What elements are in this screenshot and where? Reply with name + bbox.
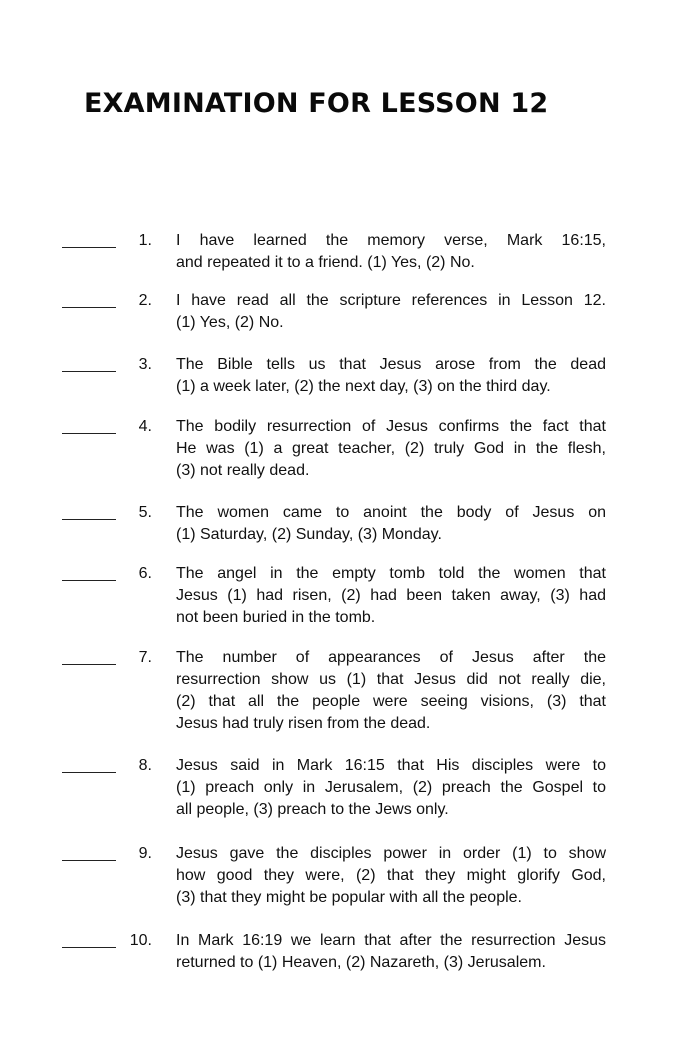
question-line: The women came to anoint the body of Jesus on (176, 504, 606, 521)
question-line: Jesus had truly risen from the dead. (176, 715, 431, 732)
question-text (176, 563, 606, 629)
question-line: The number of appearances of Jesus after the (176, 649, 606, 666)
question-line: In Mark 16:19 we learn that after the resurrection Jesus (176, 932, 606, 949)
question-text (176, 843, 606, 909)
question-line: (3) not really dead. (176, 462, 310, 479)
question-number: 1. (138, 232, 152, 249)
answer-blank[interactable] (62, 247, 116, 248)
question-line: how good they were, (2) that they might glorify God, (176, 867, 606, 884)
question-text (176, 290, 606, 334)
question-number: 7. (138, 649, 152, 666)
answer-blank[interactable] (62, 519, 116, 520)
page-title: EXAMINATION FOR LESSON 12 (84, 88, 549, 119)
question-text (176, 416, 606, 482)
question-line: and repeated it to a friend. (1) Yes, (2) No. (176, 254, 475, 271)
question-text (176, 755, 606, 821)
question-text (176, 354, 606, 398)
question-line: He was (1) a great teacher, (2) truly God in the flesh, (176, 440, 606, 457)
answer-blank[interactable] (62, 772, 116, 773)
question-line: Jesus gave the disciples power in order (1) to show (176, 845, 606, 862)
answer-blank[interactable] (62, 860, 116, 861)
answer-blank[interactable] (62, 664, 116, 665)
question-line: not been buried in the tomb. (176, 609, 376, 626)
question-number: 10. (129, 932, 152, 949)
answer-blank[interactable] (62, 307, 116, 308)
question-text (176, 930, 606, 974)
question-line: Jesus (1) had risen, (2) had been taken away, (3) had (176, 587, 606, 604)
question-line: (1) preach only in Jerusalem, (2) preach the Gospel to (176, 779, 606, 796)
question-number: 5. (138, 504, 152, 521)
question-line: I have learned the memory verse, Mark 16:15, (176, 232, 606, 249)
question-line: returned to (1) Heaven, (2) Nazareth, (3) Jerusalem. (176, 954, 546, 971)
question-line: The angel in the empty tomb told the women that (176, 565, 606, 582)
question-line: The bodily resurrection of Jesus confirms the fact that (176, 418, 606, 435)
question-number: 9. (138, 845, 152, 862)
question-line: (2) that all the people were seeing visions, (3) that (176, 693, 606, 710)
question-text (176, 230, 606, 274)
question-line: Jesus said in Mark 16:15 that His disciples were to (176, 757, 606, 774)
question-number: 8. (138, 757, 152, 774)
question-line: (1) Yes, (2) No. (176, 314, 284, 331)
answer-blank[interactable] (62, 433, 116, 434)
answer-blank[interactable] (62, 371, 116, 372)
question-number: 2. (138, 292, 152, 309)
question-line: all people, (3) preach to the Jews only. (176, 801, 449, 818)
answer-blank[interactable] (62, 947, 116, 948)
question-number: 4. (138, 418, 152, 435)
answer-blank[interactable] (62, 580, 116, 581)
question-line: I have read all the scripture references in Lesson 12. (176, 292, 606, 309)
question-line: resurrection show us (1) that Jesus did not really die, (176, 671, 606, 688)
question-line: The Bible tells us that Jesus arose from the dead (176, 356, 606, 373)
question-line: (1) a week later, (2) the next day, (3) on the third day. (176, 378, 551, 395)
question-text (176, 502, 606, 546)
question-line: (1) Saturday, (2) Sunday, (3) Monday. (176, 526, 442, 543)
question-line: (3) that they might be popular with all the people. (176, 889, 522, 906)
question-text (176, 647, 606, 735)
question-number: 6. (138, 565, 152, 582)
question-number: 3. (138, 356, 152, 373)
